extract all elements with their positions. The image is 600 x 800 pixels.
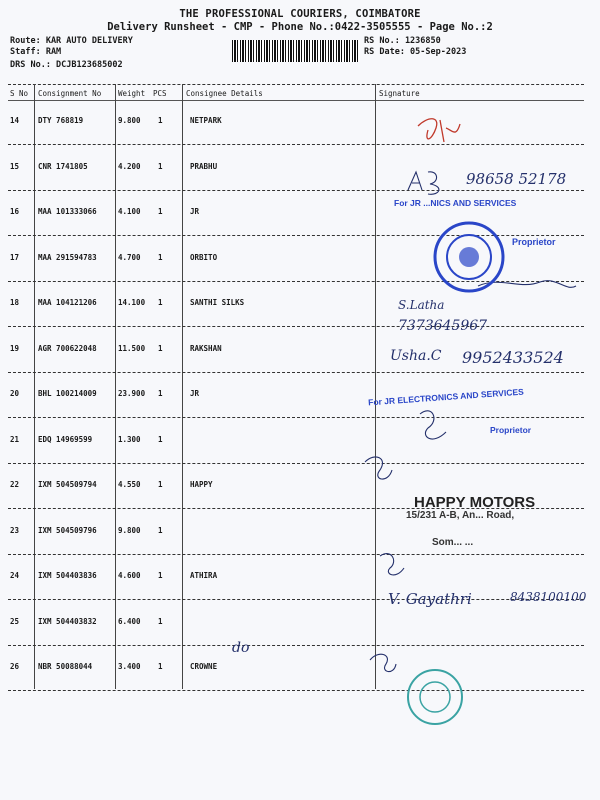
column-header-pcs: PCS <box>153 89 167 98</box>
row-weight: 11.500 <box>118 344 146 353</box>
row-sno: 20 <box>10 389 20 398</box>
row-consignment-no: IXM 504509796 <box>38 526 97 535</box>
row-consignment-no: MAA 101333066 <box>38 207 97 216</box>
document-subtitle: Delivery Runsheet - CMP - Phone No.:0422-3505555 - Page No.:2 <box>107 21 493 33</box>
row-weight: 23.900 <box>118 389 146 398</box>
row-weight: 4.700 <box>118 253 141 262</box>
row-pcs: 1 <box>158 116 163 125</box>
row-weight: 4.600 <box>118 571 141 580</box>
row-consignee: RAKSHAN <box>190 344 222 353</box>
handwritten-phone-row18: 7373645967 <box>398 318 488 334</box>
crowne-stamp-inner <box>420 682 450 712</box>
row-sno: 15 <box>10 162 20 171</box>
row-sno: 23 <box>10 526 20 535</box>
column-header-signature: Signature <box>379 89 420 98</box>
row-consignee: PRABHU <box>190 162 218 171</box>
stamp-proprietor-top: Proprietor <box>512 237 556 247</box>
handwritten-phone-row15: 98658 52178 <box>466 170 567 188</box>
row-weight: 9.800 <box>118 116 141 125</box>
stamp-proprietor-mid: Proprietor <box>490 425 532 435</box>
rs-date: RS Date: 05-Sep-2023 <box>364 47 467 57</box>
staff-label: Staff: RAM <box>10 47 62 57</box>
row-consignment-no: IXM 504509794 <box>38 480 97 489</box>
row-consignee: HAPPY <box>190 480 213 489</box>
row-weight: 9.800 <box>118 526 141 535</box>
stamp-seal-center <box>459 247 479 267</box>
row-pcs: 1 <box>158 435 163 444</box>
rs-number: RS No.: 1236850 <box>364 36 441 46</box>
signature-row21 <box>365 457 392 479</box>
row-sno: 17 <box>10 253 20 262</box>
route-label: Route: KAR AUTO DELIVERY <box>10 36 133 46</box>
row-consignment-no: CNR 1741805 <box>38 162 88 171</box>
signature-row15 <box>408 172 439 194</box>
handwritten-phone-row24: 8438100100 <box>510 590 587 604</box>
row-consignment-no: DTY 768819 <box>38 116 84 125</box>
handwritten-name-row18: S.Latha <box>398 298 445 312</box>
row-consignee: ATHIRA <box>190 571 218 580</box>
row-weight: 14.100 <box>118 298 146 307</box>
row-consignee: SANTHI SILKS <box>190 298 245 307</box>
row-sno: 24 <box>10 571 20 580</box>
row-consignee: ORBITO <box>190 253 218 262</box>
row-weight: 3.400 <box>118 662 141 671</box>
row-sno: 25 <box>10 617 20 626</box>
stamp-jr-top: For JR ...NICS AND SERVICES <box>394 198 517 208</box>
column-header-consignment: Consignment No <box>38 89 102 98</box>
stamp-happy-address: 15/231 A-B, An... Road, <box>406 510 515 521</box>
row-consignment-no: BHL 100214009 <box>38 389 97 398</box>
signature-row25 <box>370 654 396 671</box>
stamp-happy-motors: HAPPY MOTORS <box>414 494 536 511</box>
row-sno: 22 <box>10 480 20 489</box>
row-consignment-no: MAA 291594783 <box>38 253 97 262</box>
row-consignee: CROWNE <box>190 662 218 671</box>
handwritten-name-row24: V. Gayathri <box>388 590 472 608</box>
signature-row14 <box>418 119 460 142</box>
document-title: THE PROFESSIONAL COURIERS, COIMBATORE <box>179 8 421 20</box>
row-weight: 6.400 <box>118 617 141 626</box>
row-pcs: 1 <box>158 617 163 626</box>
row-consignment-no: AGR 700622048 <box>38 344 97 353</box>
row-sno: 21 <box>10 435 20 444</box>
row-weight: 4.100 <box>118 207 141 216</box>
handwritten-name-row19: Usha.C <box>390 348 442 364</box>
row-consignment-no: IXM 504403836 <box>38 571 97 580</box>
row-pcs: 1 <box>158 526 163 535</box>
row-pcs: 1 <box>158 662 163 671</box>
column-header-weight: Weight <box>118 89 146 98</box>
row-consignment-no: NBR 50088044 <box>38 662 93 671</box>
row-weight: 4.200 <box>118 162 141 171</box>
signature-row20 <box>420 411 446 439</box>
row-pcs: 1 <box>158 389 163 398</box>
row-pcs: 1 <box>158 207 163 216</box>
row-consignee: NETPARK <box>190 116 222 125</box>
row-consignment-no: EDQ 14969599 <box>38 435 93 444</box>
row-pcs: 1 <box>158 162 163 171</box>
row-sno: 19 <box>10 344 20 353</box>
row-pcs: 1 <box>158 480 163 489</box>
crowne-stamp-circle <box>408 670 462 724</box>
stamp-happy-city: Som... ... <box>432 537 474 548</box>
signature-row23 <box>380 554 404 575</box>
row-consignment-no: IXM 504403832 <box>38 617 97 626</box>
row-consignee: JR <box>190 207 200 216</box>
row-weight: 4.550 <box>118 480 141 489</box>
row-pcs: 1 <box>158 253 163 262</box>
stamp-jr-mid: For JR ELECTRONICS AND SERVICES <box>367 386 525 408</box>
row-pcs: 1 <box>158 298 163 307</box>
column-header-sno: S No <box>10 89 29 98</box>
drs-number: DRS No.: DCJB123685002 <box>10 60 123 70</box>
handwritten-note-row26: do <box>232 640 250 656</box>
row-pcs: 1 <box>158 571 163 580</box>
row-weight: 1.300 <box>118 435 141 444</box>
row-sno: 18 <box>10 298 20 307</box>
handwritten-phone-row19: 9952433524 <box>462 348 564 367</box>
row-consignee: JR <box>190 389 200 398</box>
row-sno: 14 <box>10 116 20 125</box>
row-sno: 16 <box>10 207 20 216</box>
row-sno: 26 <box>10 662 20 671</box>
column-header-consignee: Consignee Details <box>186 89 263 98</box>
row-pcs: 1 <box>158 344 163 353</box>
row-consignment-no: MAA 104121206 <box>38 298 97 307</box>
